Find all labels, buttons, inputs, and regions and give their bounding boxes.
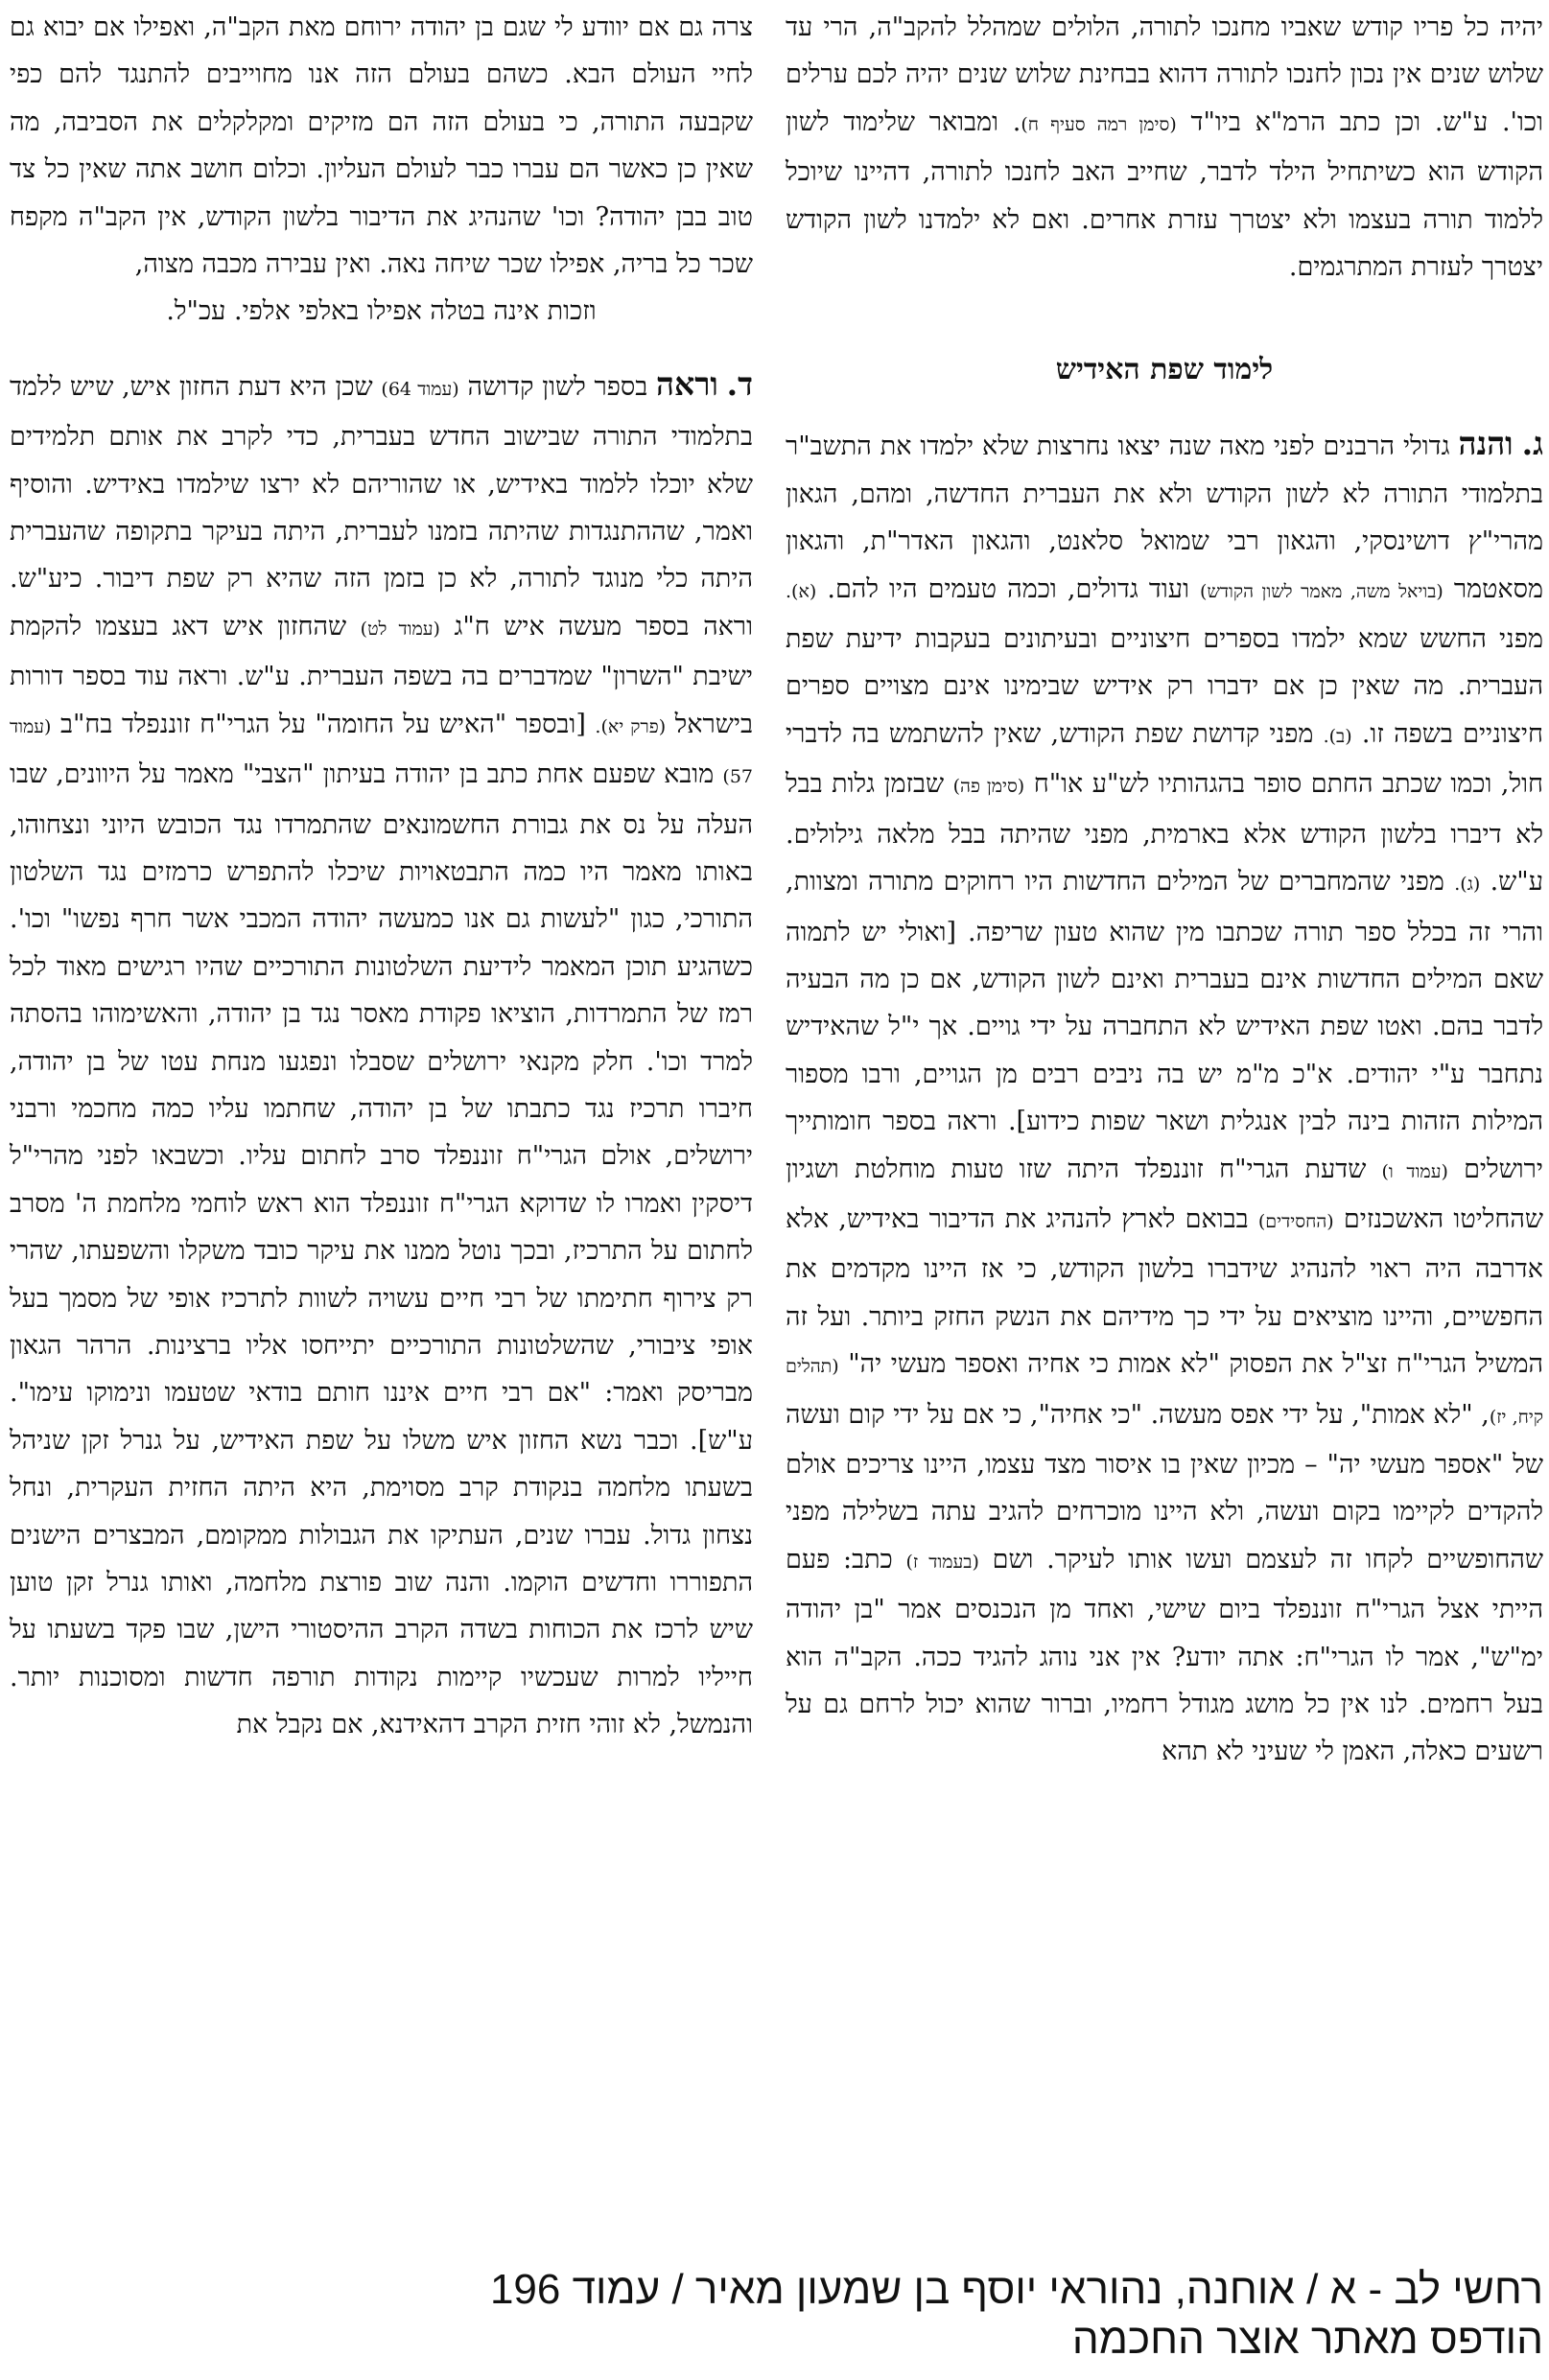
source-citation: (בעמוד ז) (905, 1551, 979, 1573)
left-column (10, 4, 753, 1749)
section-d-paragraph (10, 361, 753, 1749)
paragraph-text: שהחזון איש דאג בעצמו להקמת ישיבת "השרון" שמדברים בה בשפה העברית. ע"ש. וראה עוד בספר דורות בישראל (10, 611, 753, 739)
paragraph-text: מובא שפעם אחת כתב בן יהודה בעיתון "הצבי" מאמר על היוונים, שבו העלה על נס את גבורת החשמונאים שהתמרדו נגד הכובש היוני ונצחוהו, באותו מאמר היו כמה התבטאויות שיכלו להתפרש כרמזים נגד השלטון התורכי, כגון "לעשות גם אנו כמעשה יהודה המכבי אשר חרף נפשו" וכו'. כשהגיע תוכן המאמר לידיעת השלטונות התורכיים שהיו רגישים מאוד לכל רמז של התמרדות, הוציאו פקודת מאסר נגד בן יהודה, והאשימוהו בהסתה למרד וכו'. חלק מקנאי ירושלים שסבלו ונפגעו מנחת עטו של בן יהודה, חיברו תרכיז נגד כתבתו של בן יהודה, שחתמו עליו כמה מחכמי ורבני ירושלים, אולם הגרי"ח זוננפלד סרב לחתום עליו. וכשבאו לפני מהרי"ל דיסקין ואמרו לו שדוקא הגרי"ח זוננפלד הוא ראש לוחמי מלחמת ה' מסרב לחתום על התרכיז, ובכך נוטל ממנו את עיקר כובד משקלו והשפעתו, שהרי רק צירוף חתימתו של רבי חיים עשויה לשוות לתרכיז אופי של מסמך בעל אופי ציבורי, שהשלטונות התורכיים יתייחסו אליו ברצינות. הרהר הגאון מבריסק ואמר: "אם רבי חיים איננו חותם בודאי שטעמו ונימוקו עימו". ע"ש]. וכבר נשא החזון איש משלו על שפת האידיש, על גנרל זקן שניהל בשעתו מלחמה בנקודת קרב מסוימת, היא היתה החזית העקרית, ונחל נצחון גדול. עברו שנים, העתיקו את הגבולות ממקומם, המבצרים הישנים התפוררו וחדשים הוקמו. והנה שוב פורצת מלחמה, ואותו גנרל זקן טוען שיש לרכז את הכוחות בשדה הקרב ההיסטורי הישן, שבו פקד בשעתו על חייליו למרות שעכשיו קיימות נקודות תורפה חדשות ומסוכנות יותר. והנמשל, לא זוהי חזית הקרב דהאידנא, אם נקבל את (10, 759, 753, 1740)
footer-printed-from: הודפס מאתר אוצר החכמה (1071, 2316, 1543, 2363)
section-label: ד. (726, 364, 754, 403)
opening-text-cont: . ומבואר שלימוד לשון הקודש הוא כשיתחיל הילד לדבר, שחייב האב לחנכו לתורה, דהיינו שיוכל ללמוד תורה בעצמו ולא יצטרך עזרת אחרים. ואם לא ילמדנו לשון הקודש יצטרך לעזרת המתרגמים. (786, 106, 1543, 283)
paragraph-text: [ובספר "האיש על החומה" על הגרי"ח זוננפלד בח"ב (59, 709, 596, 739)
section-heading: לימוד שפת האידיש (1055, 353, 1274, 387)
source-citation: (עמוד ו) (1381, 1160, 1448, 1182)
paragraph-text: גדולי הרבנים לפני מאה שנה יצאו נחרצות שלא ילמדו את התשב"ר בתלמודי התורה לא לשון הקודש ולא את העברית החדשה, ומהם, הגאון מהרי"ץ דושינסקי, והגאון רבי שמואל סלאנט, והגאון האדר"ת, והגאון מסאטמר (786, 432, 1544, 604)
source-citation: (סימן רמה סעיף ח) (1021, 113, 1177, 135)
continuation-paragraph: צרה גם אם יוודע לי שגם בן יהודה ירוחם מאת הקב"ה, ואפילו אם יבוא גם לחיי העולם הבא. כשהם בעולם הזה אנו מחוייבים להתנגד להם כפי שקבעה התורה, כי בעולם הזה הם מזיקים ומקלקלים את הסביבה, מה שאין כן כאשר הם עברו כבר לעולם העליון. וכלום חושב אתה שאין כל צד טוב בבן יהודה? וכו' שהנהיג את הדיבור בלשון הקודש, אין הקב"ה מקפח שכר כל בריה, אפילו שכר שיחה נאה. ואין עבירה מכבה מצוה, (10, 12, 753, 280)
paragraph-text: בספר לשון קדושה (467, 371, 657, 402)
lead-word: והנה (1458, 425, 1514, 463)
paragraph-text: מפני קדושת שפת הקודש, שאין להשתמש בה לדברי חול, וכמו שכתב החתם סופר בהגהותיו לש"ע או"ח (786, 718, 1543, 800)
source-citation: (החסידים) (1257, 1210, 1334, 1232)
source-citation: (ב). (1323, 725, 1352, 747)
paragraph-text: כתב: פעם הייתי אצל הגרי"ח זוננפלד ביום שישי, ואחד מן הנכנסים אמר "בן יהודה ימ"ש", אמר לו הגרי"ח: אתה יודע? אין אני נוהג להגיד ככה. הקב"ה הוא בעל רחמים. לנו אין כל מושג מגודל רחמיו, וברור שהוא יכול לרחם גם על רשעים כאלה, האמן לי שעיני לא תהא (786, 1544, 1543, 1767)
paragraph-text: שדעת הגרי"ח זוננפלד היתה שזו טעות מוחלטת ושגיון שהחליטו האשכנזים (786, 1154, 1543, 1234)
source-citation: (בויאל משה, מאמר לשון הקודש) (1200, 580, 1443, 602)
right-column (786, 4, 1543, 1776)
paragraph-text: , "לא אמות", על ידי אפס מעשה. "כי אחיה", כי אם על ידי קום ועשה של "אספר מעשי יה" – מכיון שאין בו איסור מצד עצמו, היינו צריכים אולם להקדים לקיימו בקום ועשה, ולא היינו מוכרחים להגיב עתה בשלילה מפני שהחופשיים לקחו זה לעצמם ועשו אותו לעיקר. ושם (786, 1399, 1544, 1575)
page-footer (9, 2265, 1543, 2365)
section-g-paragraph (786, 420, 1543, 1775)
section-label: ג. (1521, 425, 1543, 463)
source-citation: (עמוד 64) (381, 378, 459, 400)
source-citation: (סימן פה) (952, 776, 1025, 798)
paragraph-text: מפני החשש שמא ילמדו בספרים חיצוניים ובעיתונים בעקבות ידיעת שפת העברית. מה שאין כן אם ידברו רק אידיש שבימינו אינם מצויים ספרים חיצוניים בשפה זו. (786, 624, 1543, 749)
source-citation: (עמוד לט) (360, 618, 440, 640)
paragraph-text: שכן היא דעת החזון איש, שיש ללמד בתלמודי התורה שבישוב החדש בעברית, כדי לקרב את אותם תלמידים שלא יוכלו ללמוד באידיש, או שהוריהם לא ירצו שילמדו באידיש. והוסיף ואמר, שההתנגדות שהיתה בזמנו לעברית, היתה בעיקר בתקופה שהעברית היתה כלי מנוגד לתורה, לא כן בזמן הזה שהיא רק שפת דיבור. כיע"ש. וראה בספר מעשה איש ח"ג (10, 371, 753, 642)
opening-text: יהיה כל פריו קודש שאביו מחנכו לתורה, הלולים שמהלל להקב"ה, הרי עד שלוש שנים אין נכון לחנכו לתורה דהוא בבחינת שלוש שנים יהיה לכם ערלים וכו'. ע"ש. וכן כתב הרמ"א ביו"ד (786, 12, 1543, 137)
source-citation: (תהלים קיח, יז) (786, 1356, 1543, 1428)
source-citation: (עמוד 57) (10, 715, 753, 788)
paragraph-text: ועוד גדולים, וכמה טעמים היו להם. (827, 573, 1201, 604)
opening-paragraph (786, 4, 1543, 291)
footer-book-info: רחשי לב - א / אוחנה, נהוראי יוסף בן שמעון מאיר / עמוד 196 (489, 2266, 1543, 2313)
paragraph-text: מפני שהמחברים של המילים החדשות היו רחוקים מתורה ומצוות, והרי זה בכלל ספר תורה שכתבו מין שהוא טעון שריפה. [ואולי יש לתמוה שאם המילים החדשות אינם בעברית ואינם לשון הקודש, אם כן מה הבעיה לדבר בהם. ואטו שפת האידיש לא התחברה על ידי גויים. אך י"ל שהאידיש נתחבר ע"י יהודים. א"כ מ"מ יש בה ניבים רבים מן הגויים, ורבו מספור המילות הזהות בינה לבין אנגלית ושאר שפות כידוע]. וראה בספר חומותייך ירושלים (786, 867, 1543, 1184)
source-citation: (א). (786, 580, 817, 602)
continuation-paragraph-end: וזכות אינה בטלה אפילו באלפי אלפי. עכ"ל. (166, 296, 597, 327)
paragraph-gap (10, 336, 753, 361)
source-citation: (פרק יא). (595, 715, 667, 737)
lead-word: וראה (656, 364, 718, 403)
paragraph-text: שבזמן גלות בבל לא דיברו בלשון הקודש אלא בארמית, מפני שהיתה בבל מלאה גילולים. ע"ש. (786, 769, 1543, 898)
source-citation: (ג). (1454, 874, 1481, 896)
paragraph-text: בבואם לארץ להנהיג את הדיבור באידיש, אלא אדרבה היה ראוי להנהיג שידברו בלשון הקודש, כי אז היינו מקדמים את החפשיים, והיינו מוציאים על ידי כך מידיהם את הנשק החזק ביותר. ועל זה המשיל הגרי"ח זצ"ל את הפסוק "לא אמות כי אחיה ואספר מעשי יה" (786, 1203, 1543, 1380)
